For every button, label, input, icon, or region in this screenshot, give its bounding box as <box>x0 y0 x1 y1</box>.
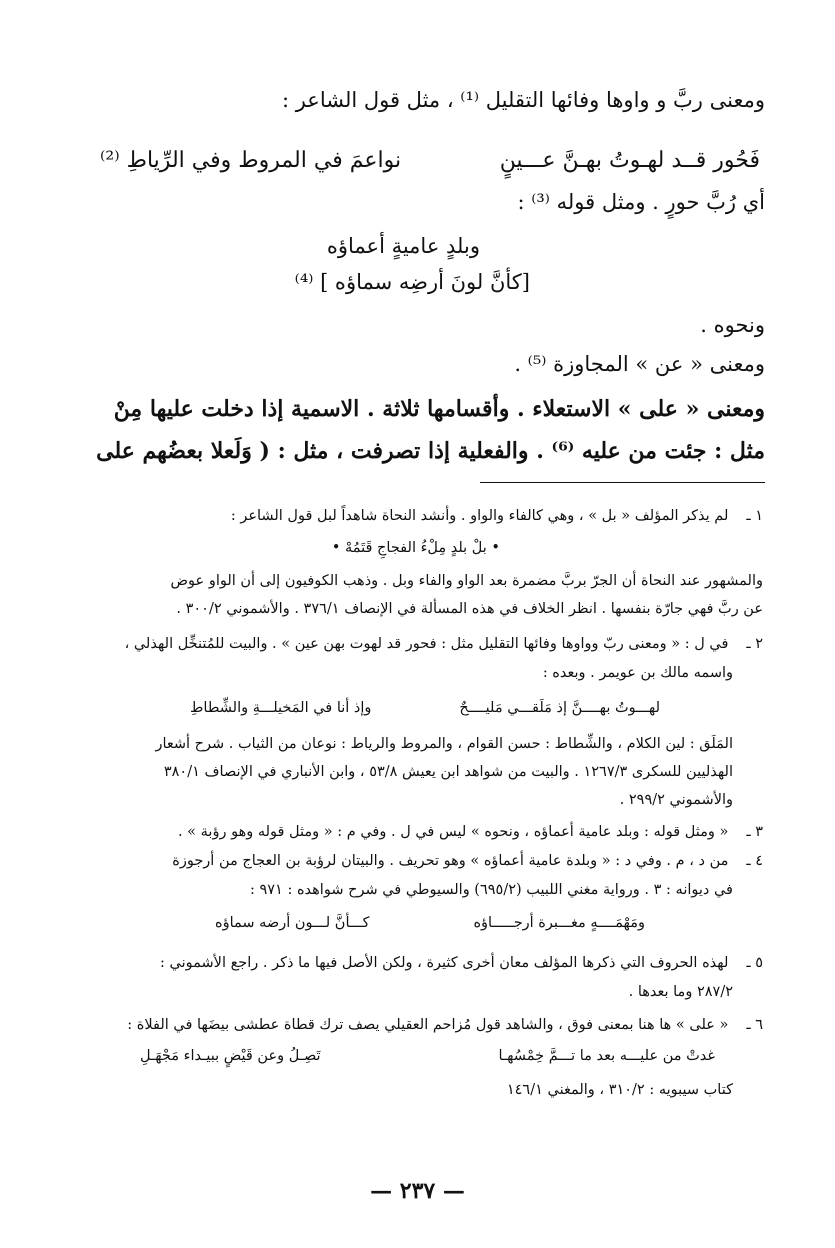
footnote-6-text-b: كتاب سيبويه : ٣١٠/٢ ، والمغني ١٤٦/١ <box>506 1082 733 1098</box>
text-line-4: ومعنى « عن » المجاوزة ⁽⁵⁾ . <box>514 352 765 376</box>
footnote-4-verse-first: ومَهْمَــــهٍ مغـــبرة أرجـــــاؤه <box>473 915 645 931</box>
footnote-1-verse: • بلْ بلدٍ مِلْءُ الفجاجِ قَتَمُهْ • <box>331 540 500 556</box>
verse-2-line-a: وبلدٍ عاميةٍ أعماؤه <box>326 234 480 258</box>
footnote-3-text: « ومثل قوله : وبلد عامية أعماؤه ، ونحوه » ليس في ل . وفي م : « ومثل قوله وهو رؤبة » . <box>177 824 729 840</box>
page-number: — ٢٣٧ — <box>370 1178 465 1204</box>
footnote-1-text-c: عن ربَّ فهي جارّة بنفسها . انظر الخلاف في هذه المسألة في الإنصاف ٣٧٦/١ . والأشموني ٣٠٠/٢ . <box>176 601 763 617</box>
footnote-4-text-b: في ديوانه : ٣ . ورواية مغني اللبيب (٦٩٥/٢) والسيوطي في شرح شواهده : ٩٧١ : <box>249 882 733 898</box>
footnote-2 <box>70 636 763 652</box>
footnote-3 <box>70 824 763 840</box>
footnote-5-text-b: ٢٨٧/٢ وما بعدها . <box>628 984 733 1000</box>
text-line-3: ونحوه . <box>700 313 765 337</box>
footnote-5 <box>70 955 763 971</box>
verse-2-line-b: [كأنَّ لونَ أرضِه سماؤه ] ⁽⁴⁾ <box>294 270 530 294</box>
footnote-4 <box>70 853 763 869</box>
footnote-2-verse-second: وإذ أنا في المَخيلـــةِ والشِّطاطِ <box>190 700 372 716</box>
footnote-5-number: ٥ ـ <box>746 955 763 971</box>
footnote-1-text-b: والمشهور عند النحاة أن الجرّ بربَّ مضمرة بعد الواو والفاء وبل . وذهب الكوفيون إلى أن الواو عوض <box>170 573 763 589</box>
footnote-6 <box>70 1017 763 1033</box>
footnote-2-verse-first: لهـــوتُ بهــــنَّ إذ مَلَقـــي مَليــــحٌ <box>459 700 660 716</box>
footnote-4-text: من د ، م . وفي د : « وبلدة عامية أعماؤه » وهو تحريف . والبيتان لرؤبة بن العجاج من أرجوزة <box>172 853 729 869</box>
footnote-2-text-c: المَلَق : لين الكلام ، والشِّطاط : حسن القوام ، والمروط والرياط : نوعان من الثياب . شرح أشعار <box>155 736 733 752</box>
footnote-separator <box>480 482 765 483</box>
text-line-2: أي رُبَّ حورٍ . ومثل قوله ⁽³⁾ : <box>517 190 765 214</box>
text-line-6: مثل : جئت من عليه ⁽⁶⁾ . والفعلية إذا تصرفت ، مثل : ( وَلَعلا بعضُهم على <box>96 438 765 464</box>
footnote-2-number: ٢ ـ <box>746 636 763 652</box>
footnote-2-text: في ل : « ومعنى ربّ وواوها وفائها التقليل مثل : فحور قد لهوت بهن عين » . والبيت للمُتنخِّل الهذلي ، <box>124 636 729 652</box>
footnote-6-text: « على » ها هنا بمعنى فوق ، والشاهد قول مُزاحم العقيلي يصف ترك قطاة عطشى بيضَها في الفلاة : <box>127 1017 729 1033</box>
text-line-5: ومعنى « على » الاستعلاء . وأقسامها ثلاثة . الاسمية إذا دخلت عليها مِنْ <box>113 396 765 422</box>
footnote-3-number: ٣ ـ <box>746 824 763 840</box>
footnote-2-text-e: والأشموني ٢٩٩/٢ . <box>619 792 733 808</box>
verse-1-second-hemistich: نواعمَ في المروط وفي الرِّياطِ ⁽²⁾ <box>100 148 402 173</box>
footnote-1-text: لم يذكر المؤلف « بل » ، وهي كالفاء والواو . وأنشد النحاة شاهداً لبل قول الشاعر : <box>230 508 729 524</box>
footnote-1 <box>70 508 763 524</box>
footnote-6-verse-first: غدتْ من عليـــه بعد ما تـــمَّ خِمْسُهـا <box>498 1048 715 1064</box>
footnote-5-text: لهذه الحروف التي ذكرها المؤلف معان أخرى كثيرة ، ولكن الأصل فيها ما ذكر . راجع الأشموني : <box>160 955 729 971</box>
footnote-1-number: ١ ـ <box>746 508 763 524</box>
footnote-2-text-b: واسمه مالك بن عويمر . وبعده : <box>542 665 733 681</box>
footnote-4-number: ٤ ـ <box>746 853 763 869</box>
text-line-1: ومعنى ربَّ و واوها وفائها التقليل ⁽¹⁾ ، مثل قول الشاعر : <box>281 88 765 112</box>
footnote-2-text-d: الهذليين للسكرى ١٢٦٧/٣ . والبيت من شواهد ابن يعيش ٥٣/٨ ، وابن الأنباري في الإنصاف ٣٨٠/١ <box>163 764 733 780</box>
footnote-6-number: ٦ ـ <box>746 1017 763 1033</box>
footnote-6-verse-second: تَصِـلُ وعن قَيْضٍ ببيـداء مَجْهَـلِ <box>140 1048 321 1064</box>
footnote-4-verse-second: كـــأنَّ لـــون أرضه سماؤه <box>215 915 370 931</box>
verse-1-first-hemistich: فَحُور قــد لهـوتُ بهـنَّ عـــينٍ <box>499 148 760 173</box>
